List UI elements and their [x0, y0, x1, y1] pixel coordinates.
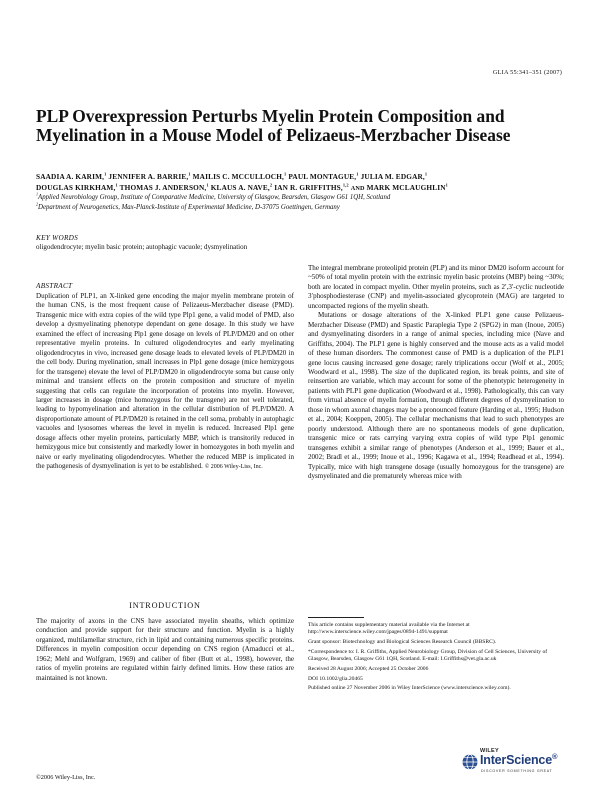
- introduction-heading: INTRODUCTION: [129, 601, 201, 610]
- footnote: Grant sponsor: Biotechnology and Biological Sciences Research Council (BBSRC).: [308, 639, 497, 645]
- author: MAILIS C. MCCULLOCH,$^1$: [192, 171, 287, 181]
- globe-icon: [462, 750, 478, 774]
- abstract-heading: ABSTRACT: [36, 282, 73, 290]
- logo-tagline: DISCOVER SOMETHING GREAT: [481, 769, 553, 773]
- journal-reference: GLIA 55:341–351 (2007): [492, 69, 562, 76]
- author-list: [36, 172, 572, 194]
- abstract-copyright: © 2006 Wiley-Liss, Inc.: [204, 464, 263, 471]
- author: THOMAS J. ANDERSON,$^1$: [119, 182, 209, 192]
- keywords-text: oligodendrocyte; myelin basic protein; autophagic vacuole; dysmyelination: [36, 243, 248, 251]
- author: DOUGLAS KIRKHAM,$^1$: [36, 182, 118, 192]
- footnote: DOI 10.1002/glia.20465: [308, 675, 363, 682]
- introduction-text: The majority of axons in the CNS have associated myelin sheaths, which optimize conduction and provide support for their structure and function. Myelin is a highly organized, multilamellar structure, rich in lipid and containing numerous specific proteins. Differences in myelin composition occur depending on CNS region (Amaducci et al., 1962; Mehl and Wolfgram, 1969) and caliber of fiber (Butt et al., 1998), however, the ratios of myelin proteins are regulated within fairly defined limits. How these ratios are maintained is not known.: [36, 617, 294, 682]
- author-conjunction: AND: [350, 184, 365, 192]
- logo-publisher: WILEY: [480, 748, 499, 754]
- abstract-text: Duplication of PLP1, an X-linked gene encoding the major myelin membrane protein of the human CNS, is the most frequent cause of Pelizaeus-Merzbacher disease (PMD). Transgenic mice with extra copies of the wild type Plp1 gene, a valid model of PMD, also develop a dysmyelinating phenotype dependant on gene dosage. In this study we have examined the effect of increasing Plp1 gene dosage on levels of PLP/DM20 and on other representative myelin proteins. In cultured oligodendrocytes and early myelinating oligodendrocytes in vivo, increased gene dosage leads to elevated levels of PLP/DM20 in the cell body. During myelination, small increases in Plp1 gene dosage (mice hemizygous for the transgene) elevate the level of PLP/DM20 in oligodendrocyte soma but cause only minimal and transient effects on the protein composition and structure of myelin suggesting that cells can regulate the incorporation of proteins into myelin. However, larger increases in dosage (mice homozygous for the transgene) are not well tolerated, leading to hypomyelination and alteration in the cellular distribution of PLP/DM20. A disproportionate amount of PLP/DM20 is retained in the cell soma, probably in autophagic vacuoles and lysosomes whereas the level in myelin is reduced. Increased Plp1 gene dosage affects other myelin proteins, particularly MBP, which is transitorily reduced in hemizygous mice but consistently and markedly lower in homozygotes in both myelin and naive or early myelinating oligodendrocytes. Whether the reduced MBP is implicated in the pathogenesis of dysmyelination is yet to be established.: [36, 292, 294, 471]
- affiliations: [36, 193, 572, 212]
- article-title: PLP Overexpression Perturbs Myelin Protein Composition and Myelination in a Mouse Model of Pelizaeus-Merzbacher Disease: [36, 106, 511, 146]
- author: IAN R. GRIFFITHS,$^{1,2}$: [274, 182, 349, 192]
- paragraph: The integral membrane proteolipid protein (PLP) and its minor DM20 isoform account for ~50% of total myelin protein with the extrinsic myelin basic proteins (MBP) being ~30%; both are located in compact myelin. Other myelin proteins, such as 2′,3′-cyclic nucleotide 3′phosphodiesterase (CNP) and myelin-associated glycoprotein (MAG) are targeted to uncompacted regions of the myelin sheath.: [308, 264, 564, 310]
- wiley-interscience-logo: [452, 748, 572, 778]
- footnote-divider: [308, 617, 364, 618]
- paragraph: Mutations or dosage alterations of the X-linked PLP1 gene cause Pelizaeus-Merzbacher Disease (PMD) and Spastic Paraplegia Type 2 (SPG2) in man (Inoue, 2005) and dysmyelinating disorders in a range of animal species, including mice (Nave and Griffiths, 2004). The PLP1 gene is highly conserved and the mouse acts as a valid model of these human disorders. The commonest cause of PMD is a duplication of the PLP1 gene locus causing increased gene dosage; rarely triplications occur (Wolf et al., 2005; Woodward et al., 1998). The size of the duplicated region, its break points, and site of reinsertion are variable, which may account for some of the phenotypic heterogeneity in patients with PLP1 gene duplication (Woodward et al., 1998). Pathologically, this can vary from virtual absence of myelin formation, through different degrees of dysmyelination to those in whom axonal changes may be a pronounced feature (Harding et al., 1995; Hudson et al., 2004; Koeppen, 2005). The cellular mechanisms that lead to such phenotypes are poorly understood. Although there are no spontaneous models of gene duplication, transgenic mice or rats carrying varying extra copies of wild type Plp1 genomic transgenes exhibit a similar range of phenotypes (Anderson et al., 1999; Bauer et al., 2002; Bradl et al., 1999; Inoue et al., 1996; Kagawa et al., 1994; Readhead et al., 1994). Typically, mice with high transgene dosage (usually homozygous for the transgene) are dysmyelinated and die prematurely whereas mice with: [308, 311, 564, 480]
- logo-name: InterScience®: [480, 751, 558, 767]
- abstract-body: [36, 292, 294, 473]
- footnote: This article contains supplementary material available via the Internet at http://www.interscience.wiley.com/jpages/0894-1491/suppmat: [308, 622, 470, 636]
- author: SAADIA A. KARIM,$^1$: [36, 171, 107, 181]
- footnote: Published online 27 November 2006 in Wiley InterScience (www.interscience.wiley.com).: [308, 685, 511, 692]
- footnote: Received 28 August 2006; Accepted 25 October 2006: [308, 665, 429, 672]
- author: JULIA M. EDGAR,$^1$: [360, 171, 428, 181]
- footnote: *Correspondence to: I. R. Griffiths, Applied Neurobiology Group, Division of Cell Sciences, University of Glasgow, Bearsden, Glasgow G61 1QH, Scotland. E-mail: I.Griffiths@vet.gla.ac.uk: [308, 648, 548, 662]
- copyright-footer: ©2006 Wiley-Liss, Inc.: [36, 774, 96, 781]
- author: MARK MCLAUGHLIN$^1$: [366, 182, 449, 192]
- author: PAUL MONTAGUE,$^1$: [288, 171, 359, 181]
- affiliation: $^2$Department of Neurogenetics, Max-Planck-Institute of Experimental Medicine, D-37075 Goettingen, Germany: [36, 201, 340, 211]
- author: KLAUS A. NAVE,$^2$: [210, 182, 273, 192]
- right-column-body: [308, 264, 564, 481]
- footnotes: [308, 622, 564, 695]
- keywords-heading: KEY WORDS: [36, 234, 79, 242]
- author: JENNIFER A. BARRIE,$^1$: [108, 171, 191, 181]
- affiliation: $^1$Applied Neurobiology Group, Institute of Comparative Medicine, University of Glasgow, Bearsden, Glasgow G61 1QH, Scotland: [36, 191, 391, 201]
